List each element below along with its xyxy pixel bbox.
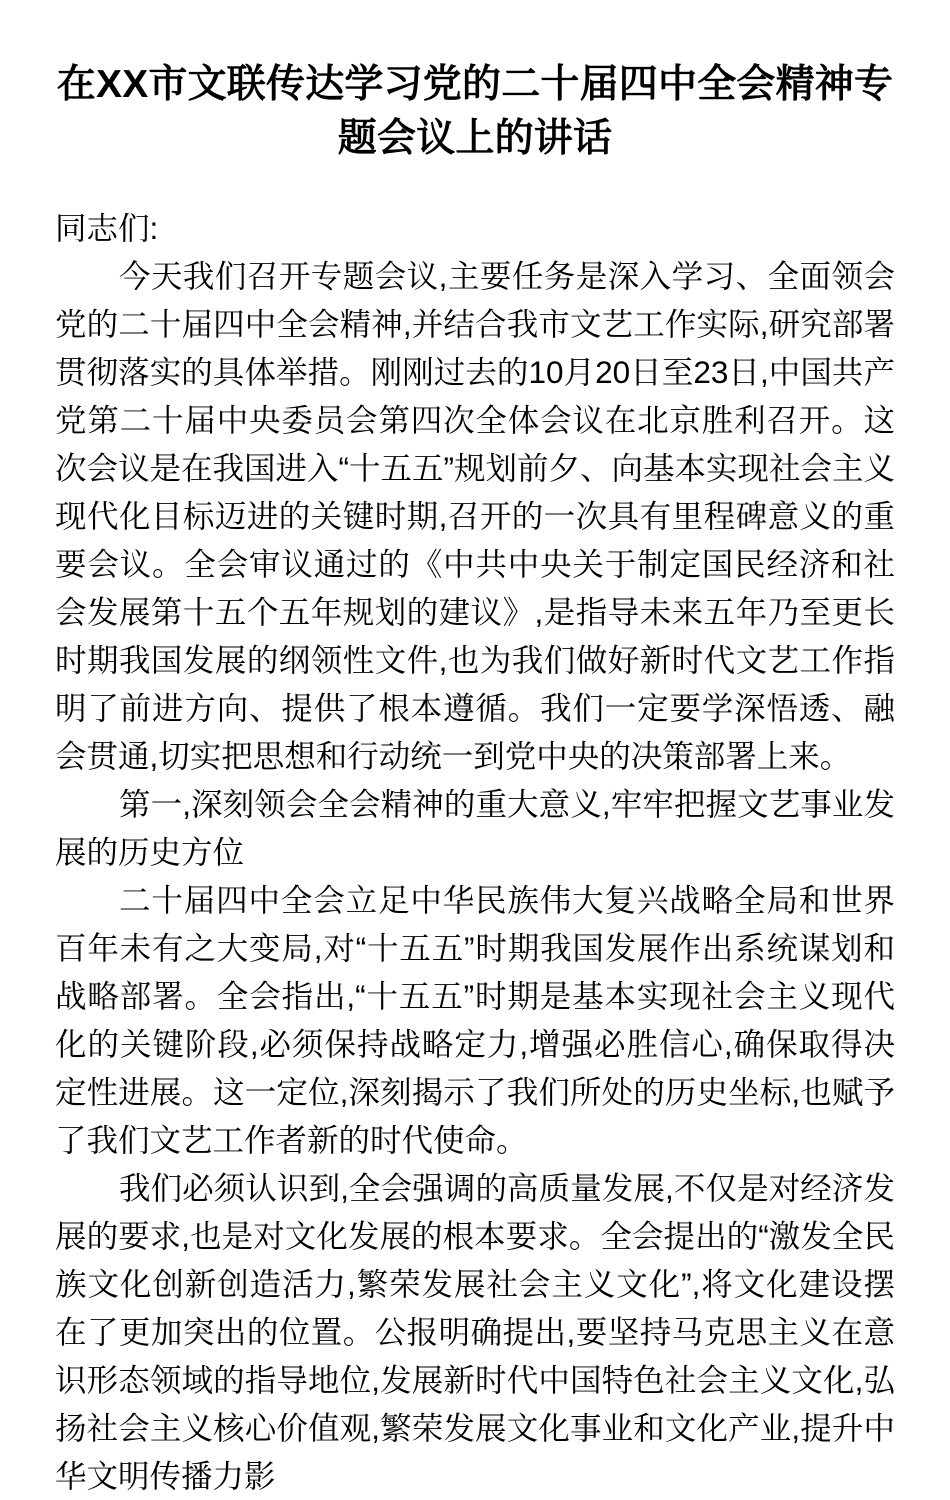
body-paragraph-1: 今天我们召开专题会议,主要任务是深入学习、全面领会党的二十届四中全会精神,并结合我市文艺工作实际,研究部署贯彻落实的具体举措。刚刚过去的10月20日至23日,中国共产党第二十届中央委员会第四次全体会议在北京胜利召开。这次会议是在我国进入“十五五”规划前夕、向基本实现社会主义现代化目标迈进的关键时期,召开的一次具有里程碑意义的重要会议。全会审议通过的《中共中央关于制定国民经济和社会发展第十五个五年规划的建议》,是指导未来五年乃至更长时期我国发展的纲领性文件,也为我们做好新时代文艺工作指明了前进方向、提供了根本遵循。我们一定要学深悟透、融会贯通,切实把思想和行动统一到党中央的决策部署上来。 [55, 258, 895, 774]
body-paragraph-3: 我们必须认识到,全会强调的高质量发展,不仅是对经济发展的要求,也是对文化发展的根本要求。全会提出的“激发全民族文化创新创造活力,繁荣发展社会主义文化”,将文化建设摆在了更加突出的位置。公报明确提出,要坚持马克思主义在意识形态领域的指导地位,发展新时代中国特色社会主义文化,弘扬社会主义核心价值观,繁荣发展文化事业和文化产业,提升中华文明传播力影 [55, 1170, 895, 1494]
section-heading-1: 第一,深刻领会全会精神的重大意义,牢牢把握文艺事业发展的历史方位 [55, 786, 895, 870]
page-title: 在XX市文联传达学习党的二十届四中全会精神专题会议上的讲话 [56, 63, 894, 160]
document-body [55, 204, 895, 1500]
salutation-line: 同志们: [55, 210, 159, 246]
body-paragraph-2: 二十届四中全会立足中华民族伟大复兴战略全局和世界百年未有之大变局,对“十五五”时期我国发展作出系统谋划和战略部署。全会指出,“十五五”时期是基本实现社会主义现代化的关键阶段,必须保持战略定力,增强必胜信心,确保取得决定性进展。这一定位,深刻揭示了我们所处的历史坐标,也赋予了我们文艺工作者新的时代使命。 [55, 882, 895, 1158]
